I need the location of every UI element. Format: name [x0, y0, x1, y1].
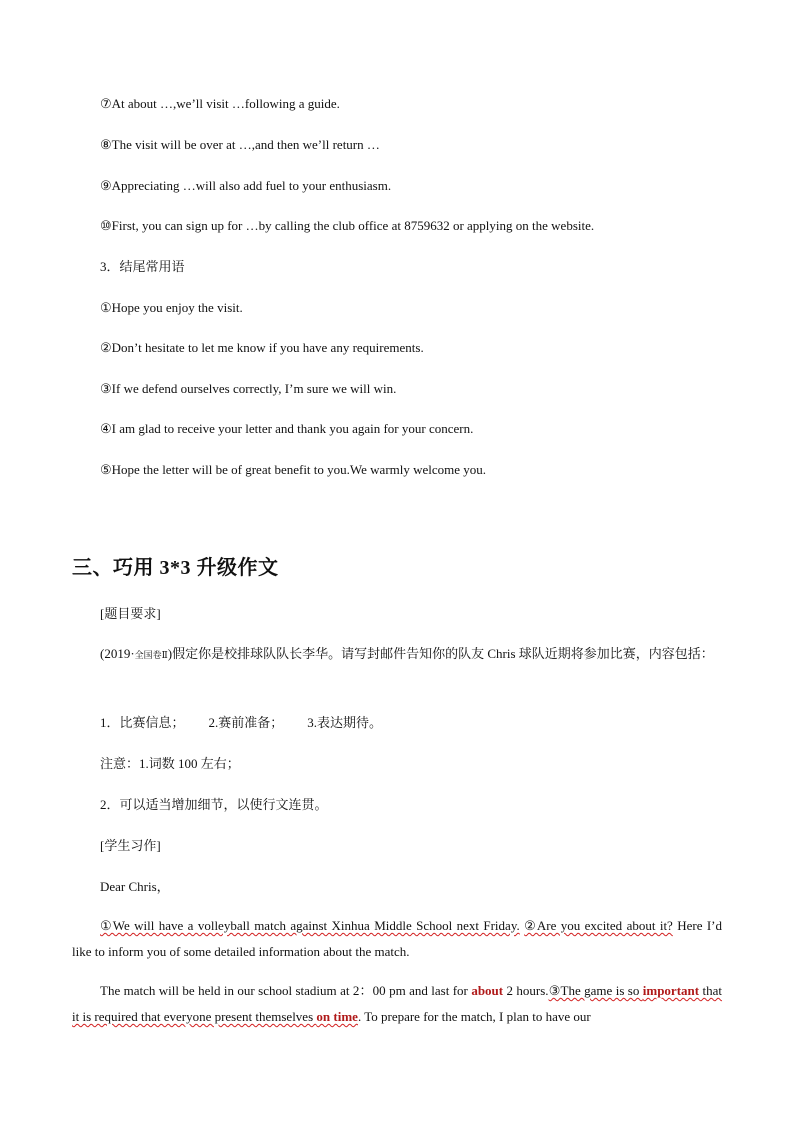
keyword-important: important: [642, 983, 700, 998]
phrase-item-7: ⑦At about …,we’ll visit …following a guide.: [100, 96, 340, 111]
ending-phrase-2: ②Don’t hesitate to let me know if you have any requirements.: [100, 340, 424, 355]
essay-p2-end: . To prepare for the match, I plan to have our: [357, 1009, 591, 1024]
ending-phrase-4: ④I am glad to receive your letter and thank you again for your concern.: [100, 421, 474, 436]
ending-phrase-1: ①Hope you enjoy the visit.: [100, 300, 243, 315]
essay-p2-so: ③The game is so: [548, 983, 643, 998]
essay-p2-hours: 2 hours.: [503, 983, 549, 998]
essay-salutation: Dear Chris，: [100, 879, 170, 894]
note-1: 注意：1.词数 100 左右；: [100, 756, 240, 771]
task-source-tag: 全国卷Ⅱ: [134, 650, 168, 660]
content-point-2: 2.赛前准备；: [208, 715, 284, 730]
content-point-3: 3.表达期待。: [307, 715, 383, 730]
content-points: [100, 714, 382, 732]
task-description: [72, 641, 722, 668]
note-2: 2．可以适当增加细节，以使行文连贯。: [100, 797, 328, 812]
essay-paragraph-2: [72, 978, 722, 1030]
essay-p2-start: The match will be held in our school stadium at 2：00 pm and last for: [100, 983, 472, 998]
essay-paragraph-1: [72, 913, 722, 965]
essay-sentence-2: ②Are you excited about it?: [524, 918, 673, 933]
ending-phrase-5: ⑤Hope the letter will be of great benefit to you.We warmly welcome you.: [100, 462, 487, 477]
task-label: [题目要求]: [100, 606, 161, 621]
student-essay-label: [学生习作]: [100, 838, 161, 853]
task-source-suffix: ): [167, 646, 173, 661]
essay-p2-required: that it is required that everyone present themselves: [72, 983, 723, 1024]
section-title: 三、巧用 3*3 升级作文: [72, 557, 279, 579]
phrase-item-8: ⑧The visit will be over at …,and then we’ll return …: [100, 137, 380, 152]
keyword-about: about: [471, 983, 504, 998]
essay-sentence-3: Here I’d like to inform you of some detailed information about the match.: [72, 918, 723, 959]
keyword-on-time: on time: [316, 1009, 358, 1024]
task-source-prefix: (2019·: [100, 646, 135, 661]
phrase-item-9: ⑨Appreciating …will also add fuel to your enthusiasm.: [100, 178, 392, 193]
ending-phrase-3: ③If we defend ourselves correctly, I’m sure we will win.: [100, 381, 397, 396]
phrase-item-10: ⑩First, you can sign up for …by calling the club office at 8759632 or applying on the website.: [100, 218, 595, 233]
content-point-1: 1．比赛信息；: [100, 715, 185, 730]
ending-phrases-heading: 3．结尾常用语: [100, 259, 185, 274]
essay-sentence-1: ①We will have a volleyball match against Xinhua Middle School next Friday.: [100, 918, 520, 933]
task-text: 假定你是校排球队队长李华。请写封邮件告知你的队友 Chris 球队近期将参加比赛，内容包括：: [172, 646, 714, 661]
